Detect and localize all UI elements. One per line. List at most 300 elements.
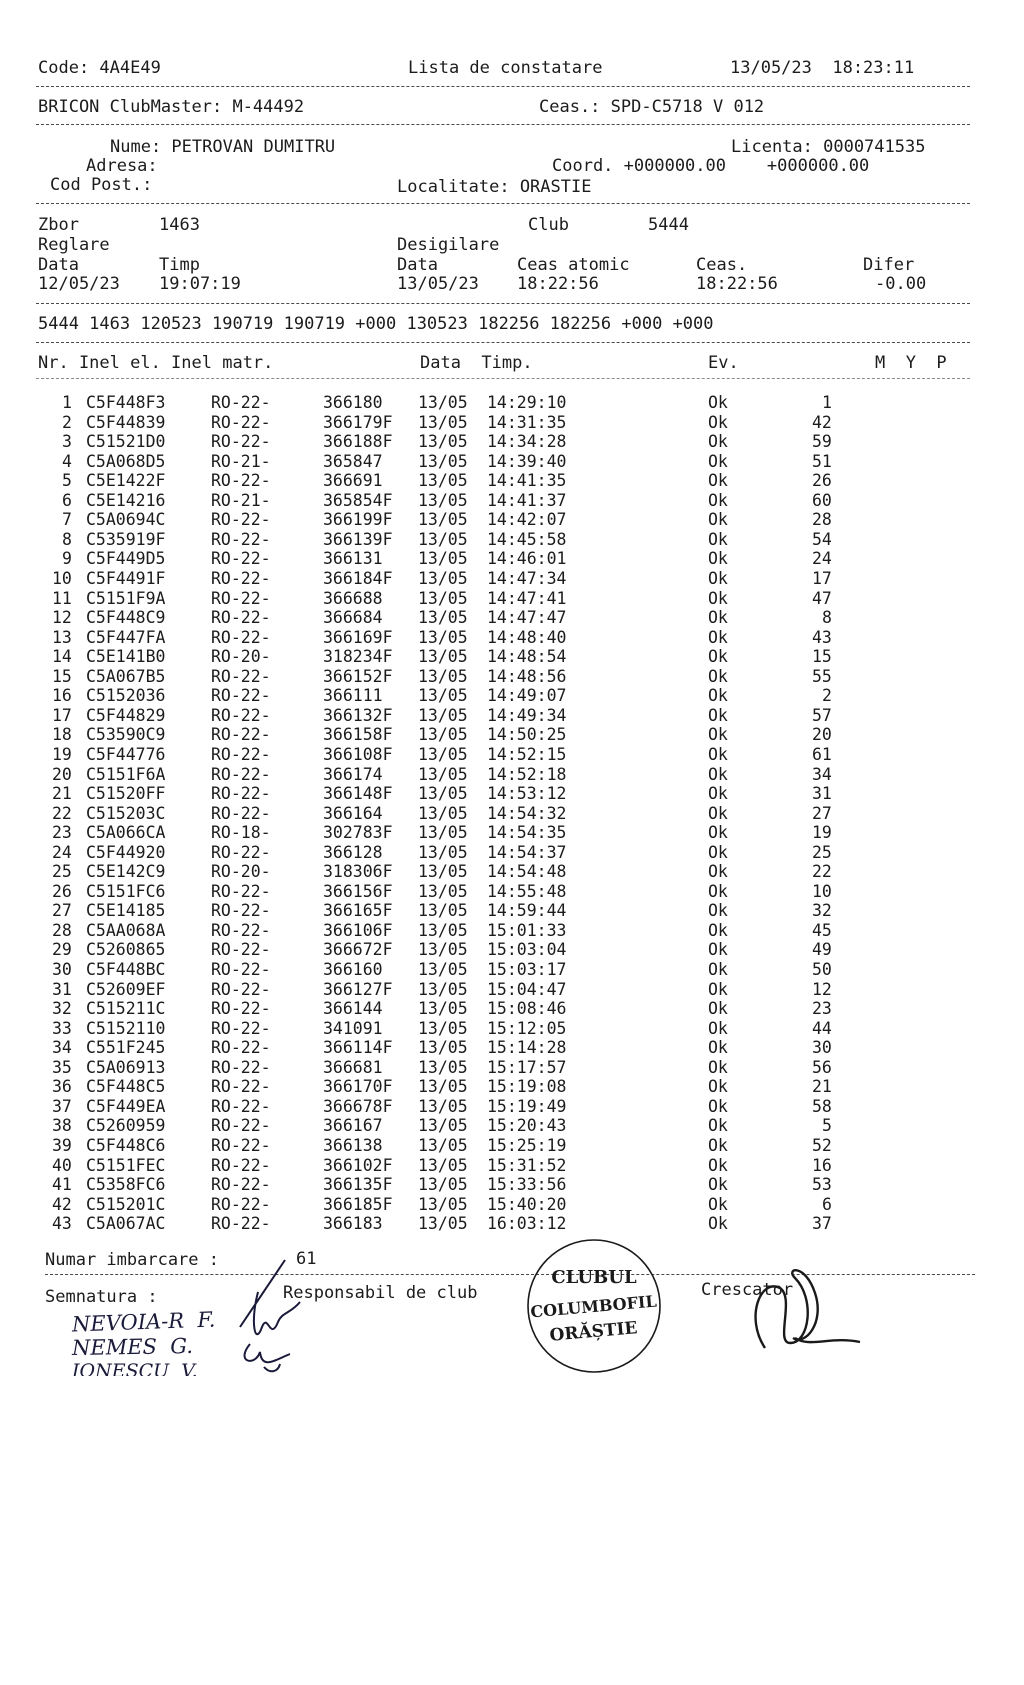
row-nr: 27 [52, 901, 72, 921]
row-inel-el: C5F448C9 [86, 608, 166, 627]
row-inel-el: C5A066CA [86, 823, 166, 843]
row-nr: 36 [52, 1077, 72, 1097]
row-timp: 14:49:34 [487, 705, 567, 725]
row-ev: Ok [708, 862, 728, 882]
row-ev: Ok [708, 764, 728, 784]
ceas-label: Ceas. [696, 255, 748, 275]
row-data: 13/05 [418, 627, 468, 647]
row-inel-el: C5F449EA [86, 1096, 166, 1116]
row-nr: 28 [52, 920, 72, 940]
row-inel-matr-prefix: RO-22- [211, 842, 271, 862]
row-pos: 15 [812, 647, 832, 667]
row-timp: 15:08:46 [487, 999, 567, 1019]
column-header-rings: Nr. Inel el. Inel matr. [38, 353, 274, 373]
stamp-line-3: ORĂȘTIE [548, 1318, 639, 1346]
row-inel-matr-prefix: RO-22- [211, 881, 271, 901]
row-inel-matr: 366678F [323, 1096, 393, 1116]
row-inel-matr-prefix: RO-22- [211, 608, 271, 627]
crescator-label: Crescator [701, 1280, 794, 1300]
row-inel-el: C5A067B5 [86, 666, 166, 686]
row-inel-el: C5A067AC [86, 1214, 166, 1234]
row-timp: 14:54:32 [487, 803, 567, 823]
row-pos: 26 [812, 471, 832, 491]
row-ev: Ok [708, 666, 728, 686]
row-inel-matr-prefix: RO-22- [211, 1155, 271, 1175]
row-pos: 51 [812, 451, 832, 471]
row-inel-matr: 366156F [323, 881, 393, 901]
row-inel-matr-prefix: RO-22- [211, 510, 271, 530]
row-ev: Ok [708, 960, 728, 979]
row-nr: 8 [62, 529, 72, 549]
row-inel-matr: 366167 [323, 1116, 383, 1136]
row-inel-el: C53590C9 [86, 725, 166, 745]
row-inel-el: C5F4491F [86, 569, 166, 588]
row-data: 13/05 [418, 1057, 468, 1077]
row-inel-matr-prefix: RO-22- [211, 1175, 271, 1194]
row-data: 13/05 [418, 784, 468, 803]
row-inel-matr-prefix: RO-22- [211, 1116, 271, 1136]
reglare-timp: 19:07:19 [159, 274, 241, 294]
club-stamp [520, 1232, 668, 1380]
row-nr: 19 [52, 744, 72, 764]
row-timp: 15:03:17 [487, 960, 567, 979]
reglare-timp-label: Timp [159, 255, 200, 275]
row-data: 13/05 [418, 1038, 468, 1058]
row-pos: 28 [812, 510, 832, 530]
row-timp: 14:41:37 [487, 490, 567, 510]
row-ev: Ok [708, 569, 728, 588]
row-data: 13/05 [418, 686, 468, 706]
row-inel-matr: 366183 [323, 1214, 383, 1234]
row-pos: 19 [812, 823, 832, 843]
row-nr: 25 [52, 862, 72, 882]
row-data: 13/05 [418, 1018, 468, 1038]
row-timp: 14:34:28 [487, 432, 567, 452]
desig-ceas: 18:22:56 [696, 274, 778, 294]
row-inel-matr-prefix: RO-22- [211, 569, 271, 588]
row-inel-matr: 366199F [323, 510, 393, 530]
row-pos: 50 [812, 960, 832, 979]
reglare-label: Reglare [38, 235, 110, 255]
signature-responsabil [200, 1249, 330, 1382]
row-inel-matr: 302783F [323, 823, 393, 843]
row-inel-matr-prefix: RO-22- [211, 1194, 271, 1214]
row-inel-matr-prefix: RO-22- [211, 764, 271, 784]
row-pos: 53 [812, 1175, 832, 1194]
row-inel-matr-prefix: RO-22- [211, 1018, 271, 1038]
row-ev: Ok [708, 999, 728, 1019]
row-pos: 17 [812, 569, 832, 588]
row-ev: Ok [708, 823, 728, 843]
row-inel-el: C5F44829 [86, 705, 166, 725]
stamp-line-2: COLUMBOFIL [529, 1291, 658, 1322]
row-ev: Ok [708, 1214, 728, 1234]
row-inel-el: C515201C [86, 1194, 166, 1214]
row-inel-el: C51520FF [86, 784, 166, 803]
row-inel-matr: 341091 [323, 1018, 383, 1038]
semnatura-label: Semnatura : [45, 1287, 158, 1307]
row-inel-matr: 366169F [323, 627, 393, 647]
row-pos: 22 [812, 862, 832, 882]
row-data: 13/05 [418, 510, 468, 530]
signature-crescator [735, 1258, 865, 1358]
row-ev: Ok [708, 1155, 728, 1175]
separator [36, 378, 970, 379]
zbor-value: 1463 [159, 215, 200, 235]
row-timp: 15:03:04 [487, 940, 567, 960]
row-inel-matr: 366144 [323, 999, 383, 1019]
separator [36, 303, 970, 304]
row-inel-el: C5F44776 [86, 744, 166, 764]
row-inel-matr-prefix: RO-22- [211, 999, 271, 1019]
owner-coord: Coord. +000000.00 +000000.00 [552, 156, 870, 176]
row-timp: 14:50:25 [487, 725, 567, 745]
row-timp: 14:54:48 [487, 862, 567, 882]
row-data: 13/05 [418, 1194, 468, 1214]
row-nr: 12 [52, 608, 72, 627]
row-nr: 43 [52, 1214, 72, 1234]
row-inel-matr-prefix: RO-22- [211, 393, 271, 412]
row-data: 13/05 [418, 842, 468, 862]
row-pos: 20 [812, 725, 832, 745]
row-inel-matr: 366131 [323, 549, 383, 569]
row-pos: 6 [822, 1194, 832, 1214]
row-inel-matr-prefix: RO-20- [211, 862, 271, 882]
column-header-ev: Ev. [708, 353, 739, 373]
row-data: 13/05 [418, 920, 468, 940]
row-pos: 54 [812, 529, 832, 549]
row-inel-matr-prefix: RO-22- [211, 1038, 271, 1058]
row-ev: Ok [708, 432, 728, 452]
row-inel-matr-prefix: RO-22- [211, 686, 271, 706]
row-data: 13/05 [418, 412, 468, 432]
row-nr: 26 [52, 881, 72, 901]
row-nr: 42 [52, 1194, 72, 1214]
row-inel-el: C5E142C9 [86, 862, 166, 882]
row-nr: 35 [52, 1057, 72, 1077]
row-inel-matr: 366688 [323, 588, 383, 608]
row-data: 13/05 [418, 960, 468, 979]
handwritten-name-3: IONESCU V. [72, 1362, 198, 1376]
row-inel-el: C5F448C5 [86, 1077, 166, 1097]
row-ev: Ok [708, 1096, 728, 1116]
row-inel-matr-prefix: RO-22- [211, 940, 271, 960]
row-nr: 23 [52, 823, 72, 843]
row-nr: 31 [52, 979, 72, 999]
row-nr: 1 [62, 393, 72, 412]
row-nr: 18 [52, 725, 72, 745]
row-data: 13/05 [418, 1077, 468, 1097]
row-inel-matr-prefix: RO-21- [211, 451, 271, 471]
row-inel-el: C5151FEC [86, 1155, 166, 1175]
row-nr: 11 [52, 588, 72, 608]
row-timp: 15:20:43 [487, 1116, 567, 1136]
separator [36, 203, 970, 204]
row-inel-matr-prefix: RO-22- [211, 1214, 271, 1234]
row-data: 13/05 [418, 979, 468, 999]
row-data: 13/05 [418, 1116, 468, 1136]
row-data: 13/05 [418, 725, 468, 745]
row-inel-matr: 366170F [323, 1077, 393, 1097]
row-inel-matr: 366160 [323, 960, 383, 979]
row-inel-matr-prefix: RO-22- [211, 979, 271, 999]
row-timp: 14:53:12 [487, 784, 567, 803]
row-inel-matr-prefix: RO-21- [211, 490, 271, 510]
row-inel-el: C5E14185 [86, 901, 166, 921]
row-nr: 40 [52, 1155, 72, 1175]
row-inel-matr: 366106F [323, 920, 393, 940]
row-pos: 1 [822, 393, 832, 412]
row-ev: Ok [708, 1038, 728, 1058]
row-inel-matr: 366111 [323, 686, 383, 706]
row-timp: 14:46:01 [487, 549, 567, 569]
row-inel-matr: 366184F [323, 569, 393, 588]
row-nr: 29 [52, 940, 72, 960]
row-pos: 16 [812, 1155, 832, 1175]
row-timp: 14:49:07 [487, 686, 567, 706]
row-timp: 14:54:37 [487, 842, 567, 862]
row-ev: Ok [708, 784, 728, 803]
row-timp: 14:48:54 [487, 647, 567, 667]
row-inel-matr: 366148F [323, 784, 393, 803]
owner-name: Nume: PETROVAN DUMITRU [110, 137, 336, 157]
row-timp: 15:14:28 [487, 1038, 567, 1058]
row-inel-el: C5151F9A [86, 588, 166, 608]
row-inel-matr-prefix: RO-22- [211, 803, 271, 823]
row-nr: 17 [52, 705, 72, 725]
row-nr: 39 [52, 1135, 72, 1155]
row-inel-matr: 366681 [323, 1057, 383, 1077]
row-pos: 59 [812, 432, 832, 452]
row-inel-matr-prefix: RO-22- [211, 627, 271, 647]
numar-imbarcare-value: 61 [296, 1249, 317, 1269]
row-data: 13/05 [418, 647, 468, 667]
row-inel-el: C5F44920 [86, 842, 166, 862]
owner-postcode: Cod Post.: [50, 175, 153, 195]
row-inel-el: C5152036 [86, 686, 166, 706]
row-inel-matr-prefix: RO-22- [211, 744, 271, 764]
row-inel-el: C5A0694C [86, 510, 166, 530]
row-inel-matr-prefix: RO-22- [211, 960, 271, 979]
separator [36, 86, 970, 87]
row-inel-el: C515203C [86, 803, 166, 823]
row-inel-el: C51521D0 [86, 432, 166, 452]
separator [36, 342, 970, 343]
row-inel-el: C5E14216 [86, 490, 166, 510]
zbor-label: Zbor [38, 215, 79, 235]
row-ev: Ok [708, 1116, 728, 1136]
row-pos: 57 [812, 705, 832, 725]
row-ev: Ok [708, 549, 728, 569]
separator [36, 124, 970, 125]
row-data: 13/05 [418, 803, 468, 823]
row-inel-matr-prefix: RO-22- [211, 666, 271, 686]
row-ev: Ok [708, 627, 728, 647]
row-data: 13/05 [418, 490, 468, 510]
row-inel-matr-prefix: RO-22- [211, 725, 271, 745]
row-timp: 14:47:47 [487, 608, 567, 627]
row-nr: 24 [52, 842, 72, 862]
responsabil-label: Responsabil de club [283, 1283, 478, 1303]
club-label: Club [528, 215, 569, 235]
row-data: 13/05 [418, 549, 468, 569]
row-data: 13/05 [418, 823, 468, 843]
row-inel-el: C5A068D5 [86, 451, 166, 471]
row-inel-matr-prefix: RO-22- [211, 471, 271, 491]
row-nr: 33 [52, 1018, 72, 1038]
row-inel-matr: 366164 [323, 803, 383, 823]
row-nr: 6 [62, 490, 72, 510]
row-nr: 15 [52, 666, 72, 686]
row-timp: 15:40:20 [487, 1194, 567, 1214]
desig-data: 13/05/23 [397, 274, 479, 294]
row-pos: 5 [822, 1116, 832, 1136]
handwritten-name-2: NEMES G. [71, 1333, 194, 1361]
row-inel-matr-prefix: RO-22- [211, 588, 271, 608]
row-timp: 15:01:33 [487, 920, 567, 940]
row-data: 13/05 [418, 393, 468, 412]
row-nr: 16 [52, 686, 72, 706]
row-ev: Ok [708, 842, 728, 862]
row-pos: 12 [812, 979, 832, 999]
row-nr: 34 [52, 1038, 72, 1058]
row-pos: 27 [812, 803, 832, 823]
owner-license: Licenta: 0000741535 [731, 137, 926, 157]
row-inel-matr-prefix: RO-22- [211, 705, 271, 725]
row-ev: Ok [708, 412, 728, 432]
row-data: 13/05 [418, 529, 468, 549]
row-nr: 13 [52, 627, 72, 647]
row-pos: 58 [812, 1096, 832, 1116]
row-inel-matr: 366672F [323, 940, 393, 960]
row-inel-matr: 366135F [323, 1175, 393, 1194]
row-timp: 15:31:52 [487, 1155, 567, 1175]
row-pos: 8 [822, 608, 832, 627]
row-inel-el: C5F447FA [86, 627, 166, 647]
row-inel-matr-prefix: RO-22- [211, 1096, 271, 1116]
row-data: 13/05 [418, 569, 468, 588]
row-timp: 15:12:05 [487, 1018, 567, 1038]
row-data: 13/05 [418, 940, 468, 960]
row-timp: 16:03:12 [487, 1214, 567, 1234]
row-inel-matr: 366158F [323, 725, 393, 745]
row-data: 13/05 [418, 588, 468, 608]
row-pos: 21 [812, 1077, 832, 1097]
clock-id: Ceas.: SPD-C5718 V 012 [539, 97, 765, 117]
row-ev: Ok [708, 588, 728, 608]
row-inel-matr: 318234F [323, 647, 393, 667]
reglare-data-label: Data [38, 255, 79, 275]
row-data: 13/05 [418, 1155, 468, 1175]
row-timp: 14:47:41 [487, 588, 567, 608]
row-ev: Ok [708, 979, 728, 999]
row-inel-el: C5F44839 [86, 412, 166, 432]
row-pos: 42 [812, 412, 832, 432]
row-data: 13/05 [418, 471, 468, 491]
stamp-line-1: CLUBUL [551, 1267, 637, 1288]
row-inel-matr: 366684 [323, 608, 383, 627]
row-ev: Ok [708, 529, 728, 549]
document-code: Code: 4A4E49 [38, 58, 161, 78]
row-timp: 14:29:10 [487, 393, 567, 412]
row-nr: 41 [52, 1175, 72, 1194]
row-inel-matr-prefix: RO-22- [211, 412, 271, 432]
row-pos: 52 [812, 1135, 832, 1155]
row-ev: Ok [708, 1077, 728, 1097]
row-ev: Ok [708, 471, 728, 491]
row-timp: 15:25:19 [487, 1135, 567, 1155]
row-timp: 14:59:44 [487, 901, 567, 921]
row-data: 13/05 [418, 1096, 468, 1116]
row-timp: 15:33:56 [487, 1175, 567, 1194]
row-inel-matr: 366174 [323, 764, 383, 784]
row-data: 13/05 [418, 451, 468, 471]
device-id: BRICON ClubMaster: M-44492 [38, 97, 305, 117]
desig-atomic: 18:22:56 [517, 274, 599, 294]
row-timp: 15:04:47 [487, 979, 567, 999]
row-inel-el: C5151F6A [86, 764, 166, 784]
row-inel-matr: 366691 [323, 471, 383, 491]
row-pos: 56 [812, 1057, 832, 1077]
row-inel-matr: 366108F [323, 744, 393, 764]
row-timp: 14:52:15 [487, 744, 567, 764]
row-data: 13/05 [418, 1214, 468, 1234]
row-inel-el: C5F448C6 [86, 1135, 166, 1155]
row-pos: 44 [812, 1018, 832, 1038]
row-data: 13/05 [418, 901, 468, 921]
row-pos: 32 [812, 901, 832, 921]
row-timp: 14:48:40 [487, 627, 567, 647]
row-inel-el: C5260865 [86, 940, 166, 960]
row-ev: Ok [708, 705, 728, 725]
row-inel-matr-prefix: RO-22- [211, 1057, 271, 1077]
row-ev: Ok [708, 686, 728, 706]
row-pos: 37 [812, 1214, 832, 1234]
owner-address: Adresa: [86, 156, 158, 176]
column-header-data-timp: Data Timp. [420, 353, 533, 373]
row-inel-matr-prefix: RO-22- [211, 529, 271, 549]
row-nr: 30 [52, 960, 72, 979]
row-inel-matr: 366180 [323, 393, 383, 412]
row-inel-el: C5AA068A [86, 920, 166, 940]
row-ev: Ok [708, 940, 728, 960]
row-pos: 25 [812, 842, 832, 862]
row-ev: Ok [708, 1194, 728, 1214]
row-timp: 15:19:08 [487, 1077, 567, 1097]
owner-locality: Localitate: ORASTIE [397, 177, 592, 197]
row-ev: Ok [708, 451, 728, 471]
desig-data-label: Data [397, 255, 438, 275]
row-pos: 34 [812, 764, 832, 784]
row-inel-el: C5F448F3 [86, 393, 166, 412]
row-data: 13/05 [418, 1135, 468, 1155]
row-inel-el: C5151FC6 [86, 881, 166, 901]
row-ev: Ok [708, 1135, 728, 1155]
row-inel-el: C52609EF [86, 979, 166, 999]
row-pos: 60 [812, 490, 832, 510]
row-inel-matr-prefix: RO-22- [211, 901, 271, 921]
row-nr: 9 [62, 549, 72, 569]
row-inel-matr: 366139F [323, 529, 393, 549]
row-pos: 24 [812, 549, 832, 569]
row-timp: 14:45:58 [487, 529, 567, 549]
handwritten-name-1: NEVOIA-R F. [71, 1307, 216, 1337]
row-inel-matr: 366132F [323, 705, 393, 725]
row-inel-matr: 366114F [323, 1038, 393, 1058]
row-pos: 2 [822, 686, 832, 706]
row-nr: 4 [62, 451, 72, 471]
row-data: 13/05 [418, 862, 468, 882]
